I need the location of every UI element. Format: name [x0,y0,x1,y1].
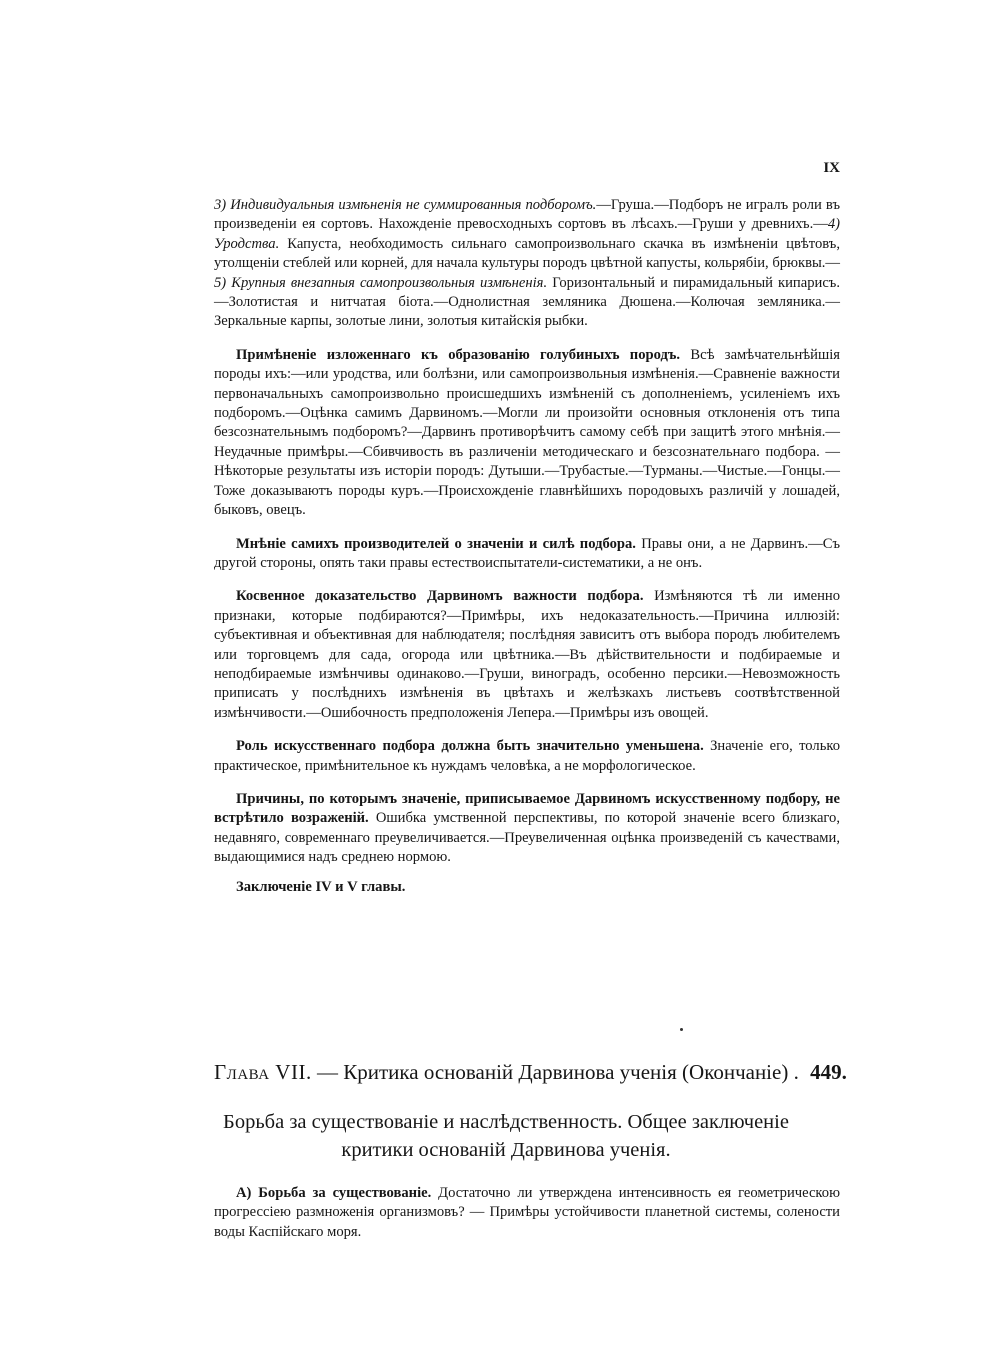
paragraph-text: Ошибка умственной перспективы, по которой значеніе всего близкаго, недавняго, современнаго преувеличивается.—Преувеличенная оцѣнка произведеній съ качествами, выдающимися надъ среднею нормою. [214,810,840,866]
paragraph-heading: Причины, по которымъ значеніе, приписываемое Дарвиномъ искусственному подбору, не встрѣтило возраженій. [214,790,840,827]
page-number: IX [823,160,840,176]
paragraph-text: Капуста, необходимость сильнаго самопроизвольнаго скачка въ измѣненіи цвѣтовъ, утолщеніи стеблей или корней, для начала культуры породъ цвѣтной капусты, кольрябіи, брюквы.— [214,235,841,272]
chapter-heading [214,1058,854,1086]
paragraph-heading: 4) Уродства. [214,216,840,252]
paragraph-heading: А) Борьба за существованіе. [236,1185,432,1201]
paragraph-text: Достаточно ли утверждена интенсивность ея геометрическою прогрессіею размноженія организмовъ? — Примѣры устойчивости планетной системы, солености воды Каспійскаго моря. [214,1185,840,1240]
conclusion-line: Заключеніе IV и V главы. [236,878,406,895]
paragraph-text: Горизонтальный и пирамидальный кипарисъ.—Золотистая и нитчатая біота.—Однолистная земляника Дюшена.—Колючая земляника.—Зеркальные карпы, золотые лини, золотыя китайскія рыбки. [214,274,841,330]
paragraph-text: —Груша.—Подборъ не игралъ роли въ произведеніи ея сортовъ. Нахожденіе превосходныхъ сортовъ въ лѣсахъ.—Груши у древнихъ.— [214,197,840,233]
paragraph-text: Значеніе его, только практическое, примѣнительное къ нуждамъ человѣка, а не морфологическое. [214,738,840,774]
paragraph-producers-opinion [214,535,840,574]
chapter-title: — Критика основаній Дарвинова ученія (Окончаніе) . [311,1060,805,1084]
paragraph-text: Всѣ замѣчательнѣйшія породы ихъ:—или уродства, или болѣзни, или самопроизвольныя измѣненія.—Сравненіе важности первоначальныхъ самопроизвольно происшедшихъ измѣненій съ дополненіемъ, усиленіемъ ихъ подборомъ.—Оцѣнка самимъ Дарвиномъ.—Могли ли произойти основныя отклоненія отъ типа безсознательнымъ подборомъ?—Дарвинъ противорѣчитъ самому себѣ при защитѣ этого мнѣнія.—Неудачные примѣры.—Сбивчивость въ различеніи методическаго и безсознательнаго подбора. — Нѣкоторые результаты изъ исторіи породъ: Дутыши.—Трубастые.—Турманы.—Чистые.—Гонцы.—Тоже доказываютъ породы куръ.—Происхожденіе главнѣйшихъ породовыхъ различій у лошадей, быковъ, овецъ. [214,346,840,519]
paragraph-heading: Роль искусственнаго подбора должна быть значительно уменьшена. [236,738,704,755]
paragraph-heading: Косвенное доказательство Дарвиномъ важности подбора. [236,588,644,605]
table-of-contents-body [214,196,840,897]
paragraph-heading: Примѣненіе изложеннаго къ образованію голубиныхъ породъ. [236,346,681,363]
chapter-page-number: 449. [810,1060,847,1084]
paragraph-heading: 3) Индивидуальныя измѣненія не суммированныя подборомъ. [214,197,597,213]
paragraph-text: Правы они, а не Дарвинъ.—Съ другой стороны, опять таки правы естествоиспытатели-систематики, а не онъ. [214,535,841,571]
subsection-struggle [214,1184,840,1242]
section-title-line: Борьба за существованіе и наслѣдственность. Общее заключеніе [223,1111,789,1133]
paragraph-heading: 5) Крупныя внезапныя самопроизвольныя измѣненія. [214,274,548,291]
paragraph-heading: Мнѣніе самихъ производителей о значеніи и силѣ подбора. [236,535,636,552]
print-speck [680,1028,683,1031]
paragraph-indirect-proof [214,587,840,723]
section-title [214,1108,798,1164]
paragraph-no-objections [214,790,840,868]
paragraph-text: Измѣняются тѣ ли именно признаки, которые подбираются?—Примѣры, ихъ недоказательность.—Причина иллюзій: субъективная и объективная для наблюдателя; послѣдняя зависитъ отъ выбора породъ любителемъ или торговцемъ для сада, огорода или цвѣтника.—Въ дѣйствительности и подбираемые и неподбираемые измѣнчивы одинаково.—Груши, виноградъ, особенно персики.—Невозможность приписать у послѣднихъ измѣненія въ цвѣтахъ и желѣзкахъ листьевъ соотвѣтственной измѣнчивости.—Ошибочность предположенія Лепера.—Примѣры изъ овощей. [214,588,840,721]
paragraph-struggle-for-existence [214,1184,840,1242]
paragraph-pigeon-breeds [214,346,840,521]
paragraph-individual-changes [214,196,840,332]
paragraph-artificial-selection-role [214,737,840,776]
section-title-line: критики основаній Дарвинова ученія. [341,1139,671,1161]
chapter-label: Глава VII. [214,1060,312,1084]
